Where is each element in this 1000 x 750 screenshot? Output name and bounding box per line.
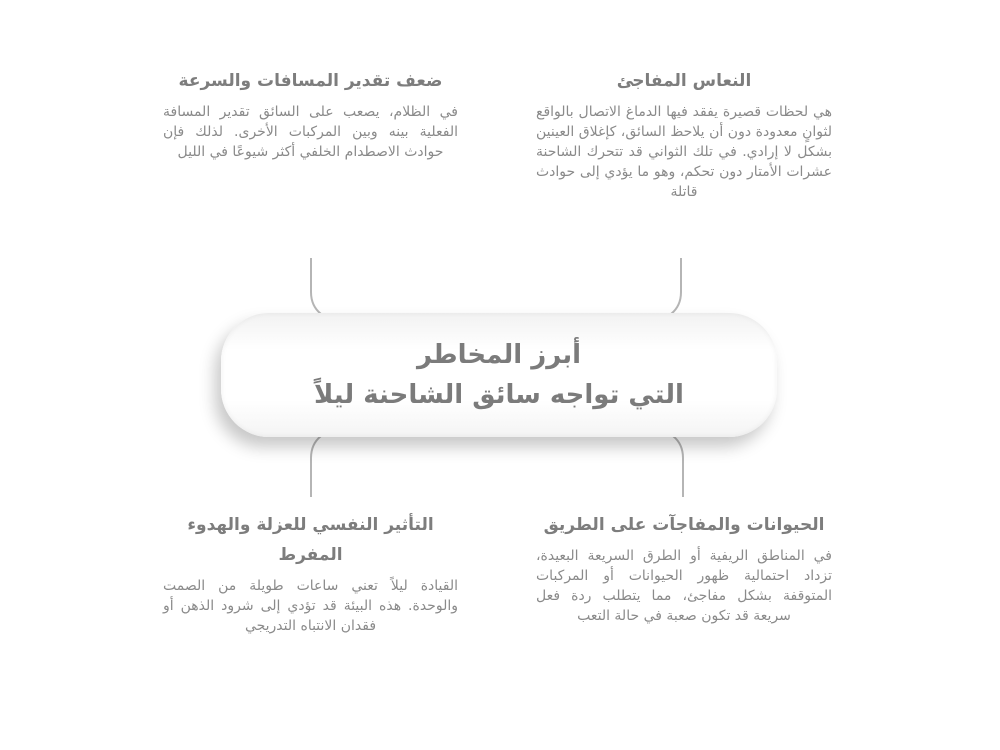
node-heading: التأثير النفسي للعزلة والهدوء المفرط [187, 515, 434, 565]
connector-top-right [671, 258, 681, 314]
central-title-line2: التي تواجه سائق الشاحنة ليلاً [314, 380, 684, 410]
node-isolation-psychological-effect [163, 510, 458, 636]
node-heading: الحيوانات والمفاجآت على الطريق [543, 515, 825, 535]
node-distance-speed-estimation [163, 66, 458, 162]
node-body: في المناطق الريفية أو الطرق السريعة البعيدة، تزداد احتمالية ظهور الحيوانات أو المركبات المتوقفة بشكل مفاجئ، مما يتطلب ردة فعل سريعة قد تكون صعبة في حالة التعب [536, 548, 832, 624]
node-body: هي لحظات قصيرة يفقد فيها الدماغ الاتصال بالواقع لثوانٍ معدودة دون أن يلاحظ السائق، كإغلاق العينين بشكل لا إرادي. في تلك الثواني قد تتحرك الشاحنة عشرات الأمتار دون تحكم، وهو ما يؤدي إلى حوادث قاتلة [536, 104, 832, 200]
connector-bottom-right [673, 436, 683, 497]
node-animals-surprises [536, 510, 832, 626]
connector-bottom-left [311, 436, 321, 497]
node-heading: النعاس المفاجئ [616, 71, 752, 91]
node-body: في الظلام، يصعب على السائق تقدير المسافة الفعلية بينه وبين المركبات الأخرى. لذلك فإن حوادث الاصطدام الخلفي أكثر شيوعًا في الليل [163, 104, 458, 160]
central-topic [221, 313, 777, 437]
central-title-line1: أبرز المخاطر [416, 340, 582, 370]
node-sudden-drowsiness [536, 66, 832, 202]
node-heading: ضعف تقدير المسافات والسرعة [178, 71, 443, 91]
connector-top-left [311, 258, 321, 314]
node-body: القيادة ليلاً تعني ساعات طويلة من الصمت والوحدة. هذه البيئة قد تؤدي إلى شرود الذهن أو فقدان الانتباه التدريجي [163, 578, 458, 634]
